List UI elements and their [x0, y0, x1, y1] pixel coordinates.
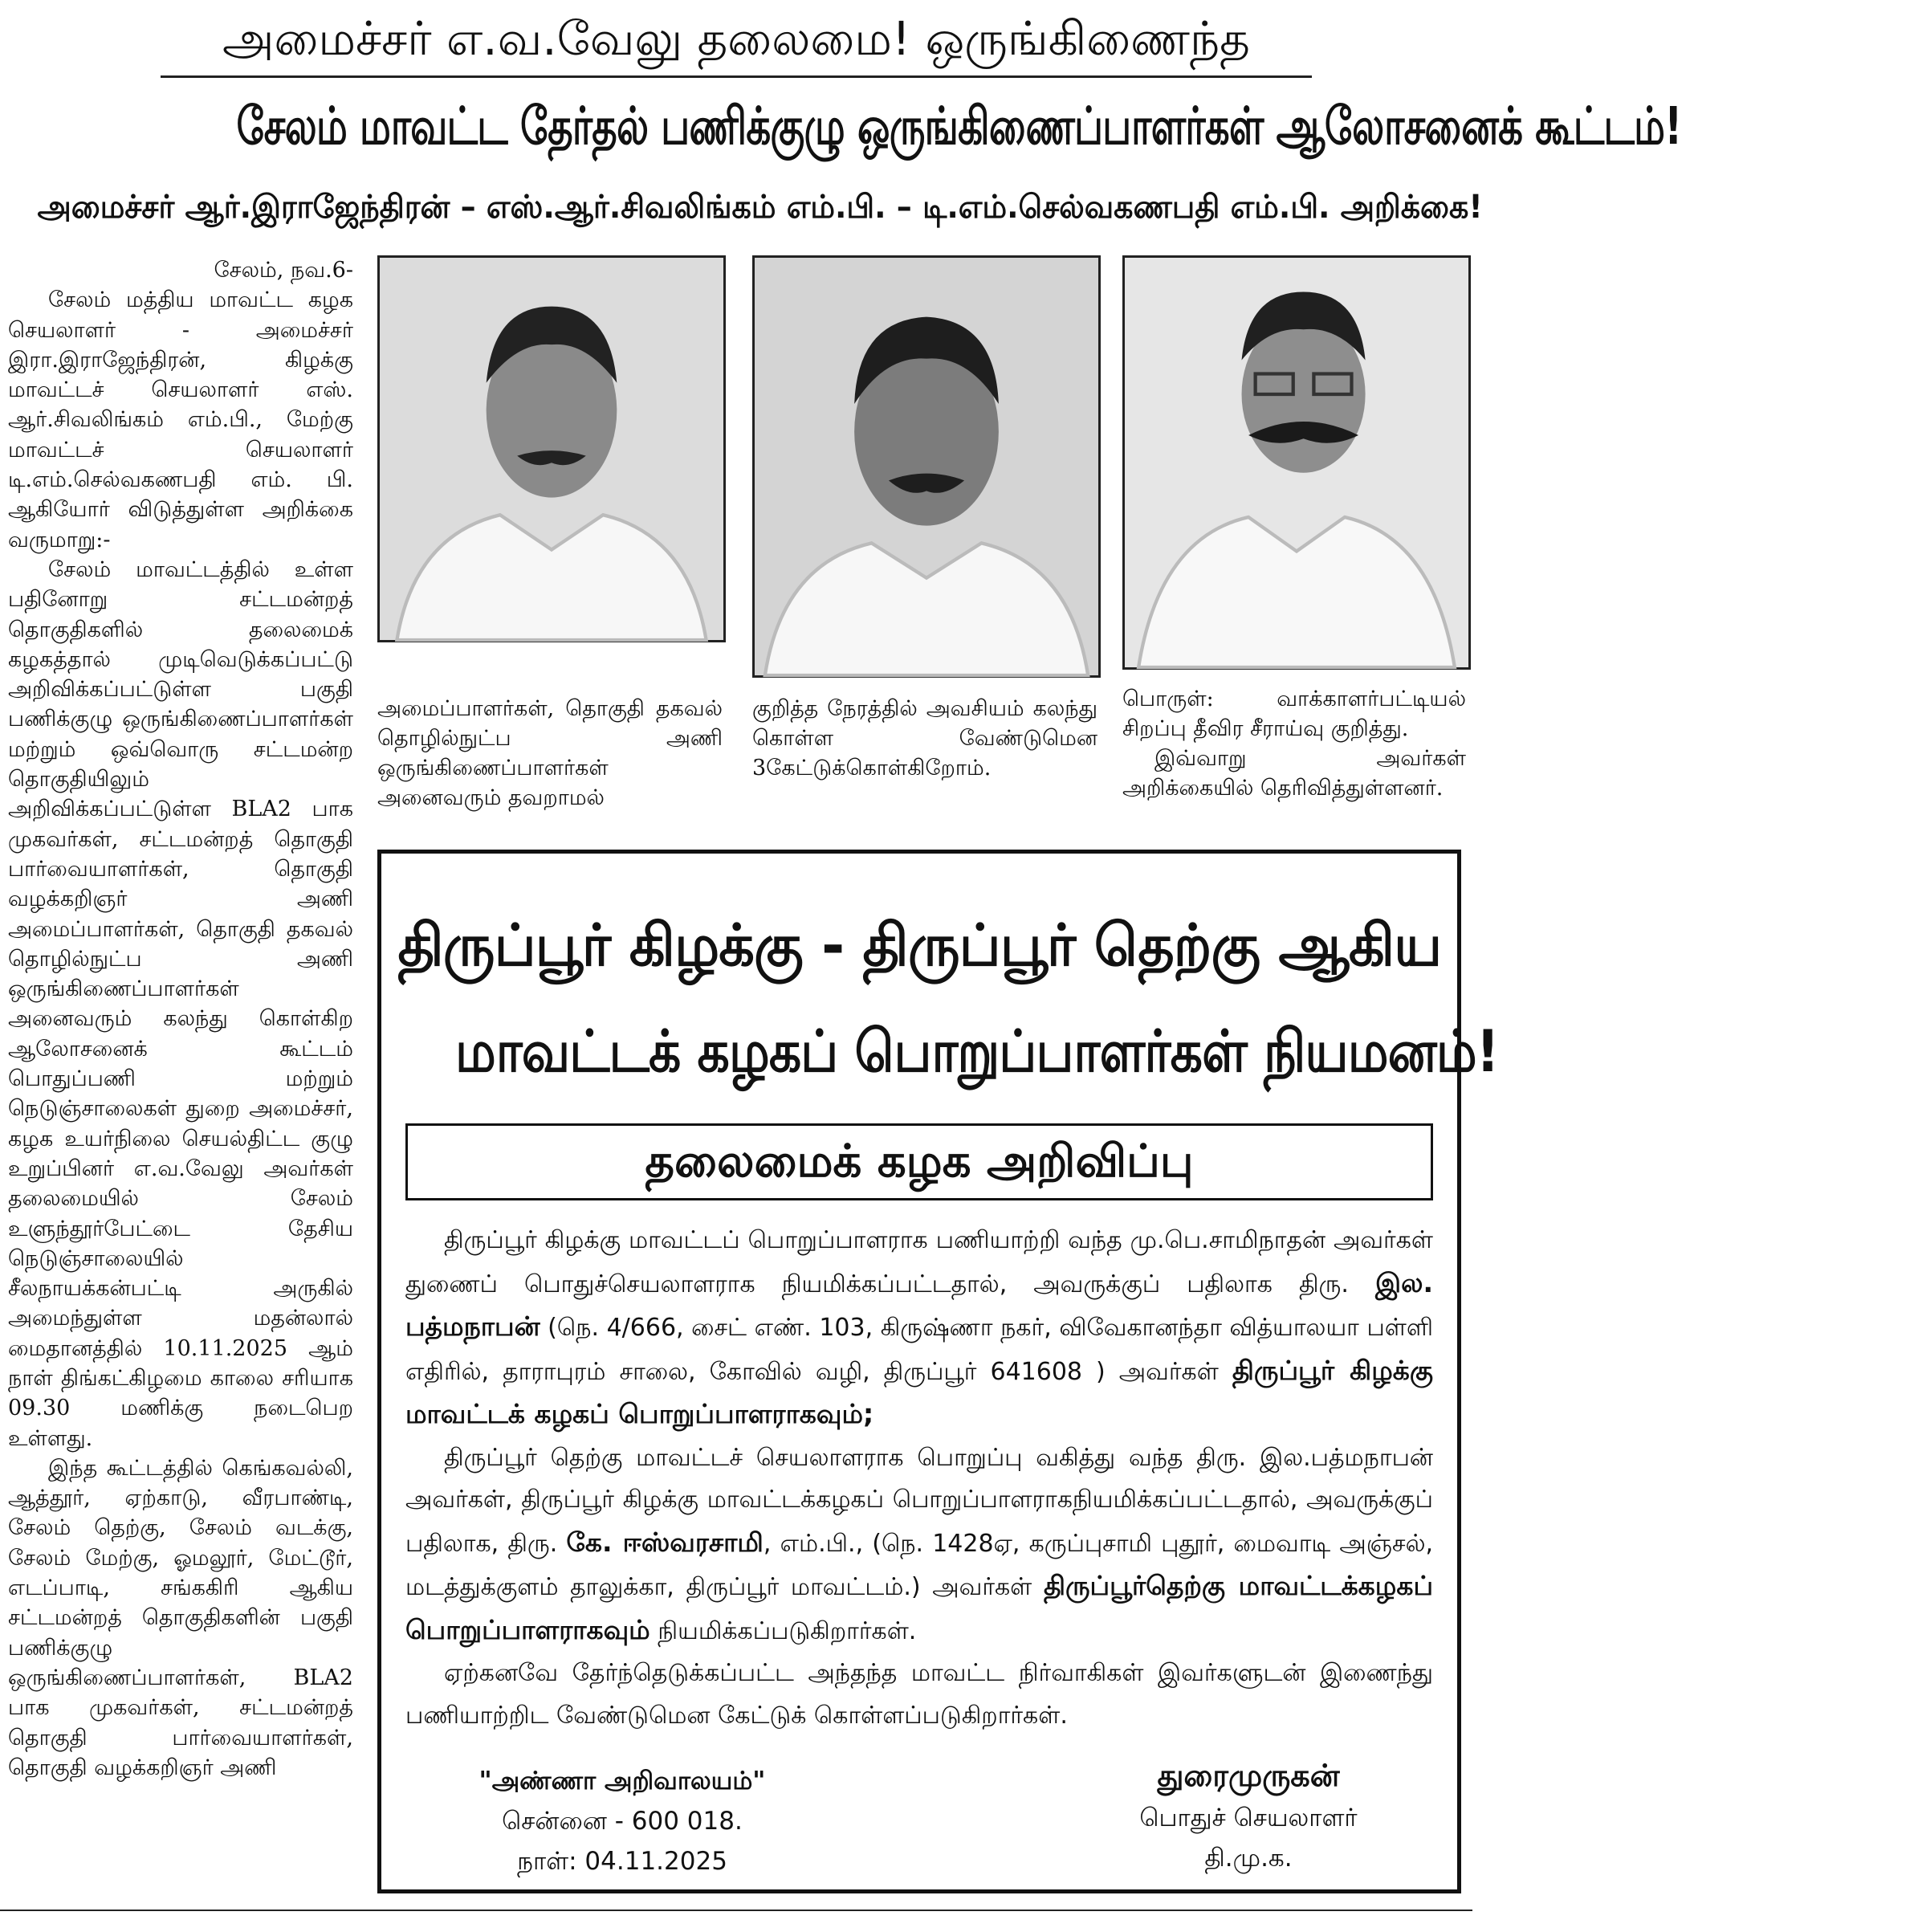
dateline: சேலம், நவ.6- — [214, 258, 353, 283]
announcement-paragraph-1 — [405, 1220, 1433, 1437]
appointee-name-1: இல. பத்மநாபன் — [405, 1266, 1433, 1342]
article-paragraph: சேலம் மத்திய மாவட்ட கழக செயலாளர் - அமைச்சர் இரா.இராஜேந்திரன், கிழக்கு மாவட்டச் செயலாளர் எஸ். ஆர்.சிவலிங்கம் எம்.பி., மேற்கு மாவட்டச் செயலாளர் டி.எம்.செல்வகணபதி எம். பி. ஆகியோர் விடுத்துள்ள அறிக்கை வருமாறு:- — [8, 287, 353, 552]
main-headline: சேலம் மாவட்ட தேர்தல் பணிக்குழு ஒருங்கிணைப்பாளர்கள் ஆலோசனைக் கூட்டம்! — [236, 97, 1682, 157]
p2-text-b: , எம்.பி., (நெ. 1428ஏ, கருப்புசாமி புதூர், மைவாடி அஞ்சல், மடத்துக்குளம் தாலுக்கா, திருப்பூர் மாவட்டம்.) அவர்கள் — [405, 1529, 1434, 1601]
portrait-illustration — [1125, 258, 1468, 667]
announcement-subtitle: தலைமைக் கழக அறிவிப்பு — [405, 1123, 1433, 1200]
photo-caption-3 — [1122, 684, 1466, 837]
article-paragraph: சேலம் மாவட்டத்தில் உள்ள பதினோறு சட்டமன்றத் தொகுதிகளில் தலைமைக் கழகத்தால் முடிவெடுக்கப்பட்டு அறிவிக்கப்பட்டுள்ள பகுதி பணிக்குழு ஒருங்கிணைப்பாளர்கள் மற்றும் ஒவ்வொரு சட்டமன்ற தொகுதியிலும் அறிவிக்கப்பட்டுள்ள BLA2 பாக முகவர்கள், சட்டமன்றத் தொகுதி பார்வையாளர்கள், தொகுதி வழக்கறிஞர் அணி அமைப்பாளர்கள், தொகுதி தகவல் தொழில்நுட்ப அணி ஒருங்கிணைப்பாளர்கள் அனைவரும் கலந்து கொள்கிற ஆலோசனைக் கூட்டம் பொதுப்பணி மற்றும் நெடுஞ்சாலைகள் துறை அமைச்சர், கழக உயர்நிலை செயல்திட்ட குழு உறுப்பினர் எ.வ.வேலு அவர்கள் தலைமையில் சேலம் உளுந்தூர்பேட்டை தேசிய நெடுஞ்சாலையில் சீலநாயக்கன்பட்டி அருகில் அமைந்துள்ள மதன்லால் மைதானத்தில் 10.11.2025 ஆம் நாள் திங்கட்கிழமை காலை சரியாக 09.30 மணிக்கு நடைபெற உள்ளது. — [8, 556, 353, 1451]
bottom-divider — [0, 1910, 1472, 1911]
signatory-name: துரைமுருகன் — [1157, 1758, 1340, 1793]
photo-caption-2: குறித்த நேரத்தில் அவசியம் கலந்து கொள்ள வேண்டுமென 3கேட்டுக்கொள்கிறோம். — [752, 696, 1097, 781]
p1-text-b: (நெ. 4/666, சைட் எண். 103, கிருஷ்ணா நகர், விவேகானந்தா வித்யாலயா பள்ளி எதிரில், தாராபுரம் சாலை, கோவில் வழி, திருப்பூர் 641608 ) அவர்கள் — [405, 1314, 1433, 1386]
announcement-place-date — [430, 1761, 815, 1881]
article-paragraph: இந்த கூட்டத்தில் கெங்கவல்லி, ஆத்தூர், ஏற்காடு, வீரபாண்டி, சேலம் தெற்கு, சேலம் வடக்கு, சேலம் மேற்கு, ஓமலூர், மேட்டூர், எடப்பாடி, சங்ககிரி ஆகிய சட்டமன்றத் தொகுதிகளின் பகுதி பணிக்குழு ஒருங்கிணைப்பாளர்கள், BLA2 பாக முகவர்கள், சட்டமன்றத் தொகுதி பார்வையாளர்கள், தொகுதி வழக்கறிஞர் அணி — [8, 1455, 353, 1780]
portrait-illustration — [380, 258, 723, 640]
portrait-photo-2 — [752, 255, 1101, 678]
announcement-title-line-1: திருப்பூர் கிழக்கு - திருப்பூர் தெற்கு ஆகிய — [397, 911, 1441, 979]
appointee-role-2: திருப்பூர்தெற்கு மாவட்டக்கழகப் பொறுப்பாளராகவும் — [405, 1570, 1434, 1645]
appointee-role-1: திருப்பூர் கிழக்கு மாவட்டக் கழகப் பொறுப்பாளராகவும்; — [405, 1354, 1433, 1429]
announcement-paragraph-2 — [405, 1437, 1433, 1653]
portrait-photo-3 — [1122, 255, 1471, 670]
p2-text-c: நியமிக்கப்படுகிறார்கள். — [650, 1616, 917, 1645]
office-name: "அண்ணா அறிவாலயம்" — [478, 1767, 766, 1795]
announcement-paragraph-3: ஏற்கனவே தேர்ந்தெடுக்கப்பட்ட அந்தந்த மாவட்ட நிர்வாகிகள் இவர்களுடன் இணைந்து பணியாற்றிட வேண்டுமென கேட்டுக் கொள்ளப்படுகிறார்கள். — [405, 1659, 1433, 1730]
portrait-illustration — [755, 258, 1098, 675]
announcement-title — [381, 892, 1499, 1104]
left-article-column — [8, 255, 353, 1910]
announcement-signature — [1080, 1753, 1417, 1878]
party-name: தி.மு.க. — [1204, 1844, 1293, 1873]
appointee-name-2: கே. ஈஸ்வரசாமி — [566, 1526, 764, 1558]
p1-text-a: திருப்பூர் கிழக்கு மாவட்டப் பொறுப்பாளராக பணியாற்றி வந்த மு.பெ.சாமிநாதன் அவர்கள் துணைப் பொதுச்செயலாளராக நியமிக்கப்பட்டதால், அவருக்குப் பதிலாக திரு. — [405, 1226, 1433, 1298]
caption-subject: பொருள்: வாக்காளர்பட்டியல் சிறப்பு தீவிர சீராய்வு குறித்து. — [1122, 687, 1466, 741]
office-city: சென்னை - 600 018. — [502, 1807, 743, 1836]
photo-caption-1: அமைப்பாளர்கள், தொகுதி தகவல் தொழில்நுட்ப அணி ஒருங்கிணைப்பாளர்கள் அனைவரும் தவறாமல் — [377, 696, 723, 810]
p2-text-a: திருப்பூர் தெற்கு மாவட்டச் செயலாளராக பொறுப்பு வகித்து வந்த திரு. இல.பத்மநாபன் அவர்கள், திருப்பூர் கிழக்கு மாவட்டக்கழகப் பொறுப்பாளராகநியமிக்கப்பட்டதால், அவருக்குப் பதிலாக, திரு. — [405, 1443, 1433, 1558]
kicker-underline — [161, 75, 1312, 78]
announcement-box — [377, 850, 1499, 1893]
announcement-date: நாள்: 04.11.2025 — [517, 1847, 727, 1876]
sub-headline: அமைச்சர் ஆர்.இராஜேந்திரன் – எஸ்.ஆர்.சிவலிங்கம் எம்.பி. – டி.எம்.செல்வகணபதி எம்.பி. அறிக்கை! — [37, 189, 1483, 226]
portrait-photo-1 — [377, 255, 726, 642]
caption-closing: இவ்வாறு அவர்கள் அறிக்கையில் தெரிவித்துள்ளனர். — [1122, 746, 1466, 801]
kicker-line: அமைச்சர் எ.வ.வேலு தலைமை! ஒருங்கிணைந்த — [222, 11, 1250, 66]
announcement-body — [405, 1220, 1433, 1737]
signatory-designation: பொதுச் செயலாளர் — [1139, 1804, 1358, 1832]
announcement-title-line-2: மாவட்டக் கழகப் பொறுப்பாளர்கள் நியமனம்! — [454, 1017, 1499, 1085]
